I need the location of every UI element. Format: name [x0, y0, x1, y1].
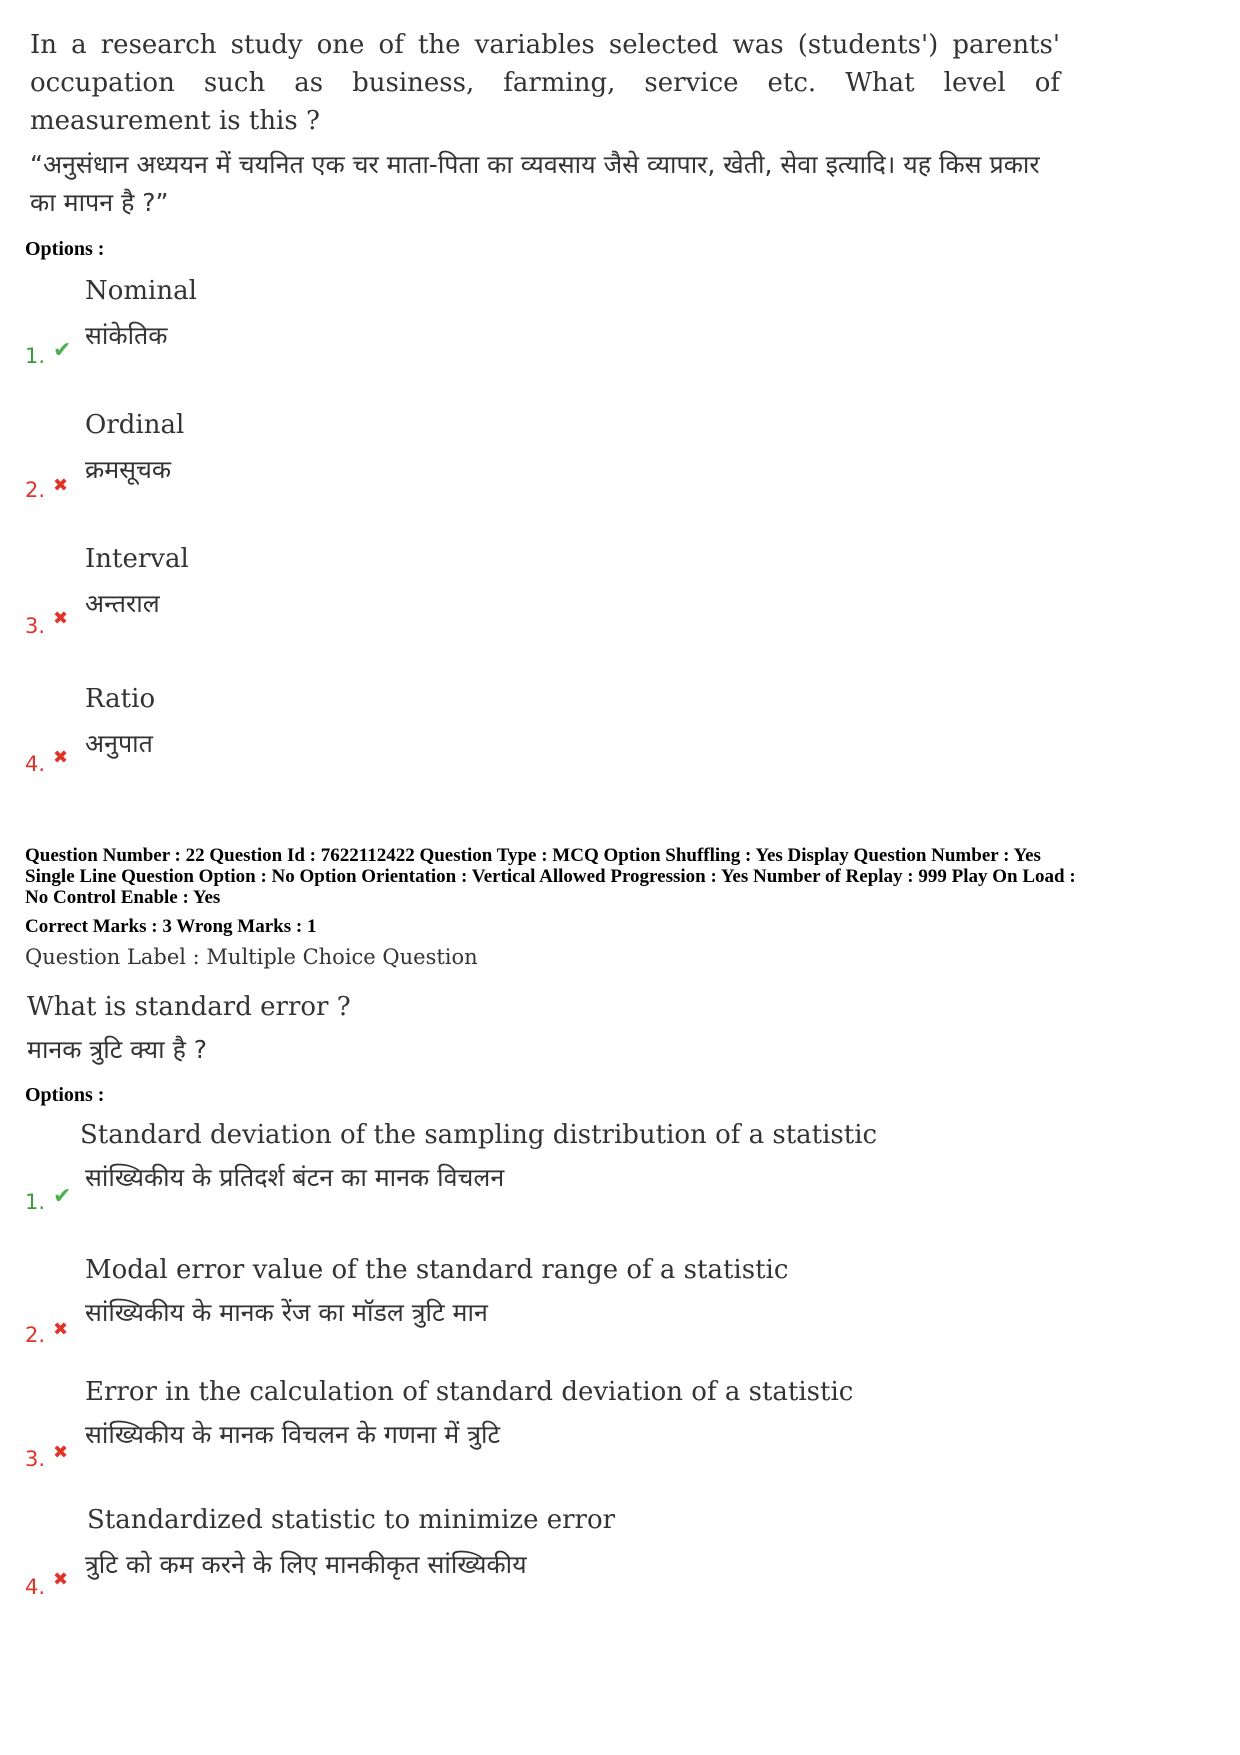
checkmark-icon: ✔	[53, 1184, 72, 1209]
option-text-english: Interval	[85, 544, 189, 574]
option-number: 1.	[25, 1190, 46, 1214]
option-text-hindi: सांख्यिकीय के मानक रेंज का मॉडल त्रुटि मान	[85, 1298, 488, 1327]
option-text-english: Ordinal	[85, 410, 185, 440]
options-label: Options :	[25, 238, 105, 260]
question-1-text-hindi: “अनुसंधान अध्ययन में चयनित एक चर माता-पिता का व्यवसाय जैसे व्यापार, खेती, सेवा इत्यादि। यह किस प्रकार का मापन है ?”	[30, 150, 1040, 217]
option-text-english: Standard deviation of the sampling distribution of a statistic	[80, 1120, 878, 1150]
cross-icon: ✖	[53, 1319, 69, 1340]
option-text-english: Error in the calculation of standard deviation of a statistic	[85, 1377, 854, 1407]
question-1-text-english: In a research study one of the variables selected was (students') parents' occupation such as business, farming, service etc. What level of measurement is this ?	[30, 30, 1060, 136]
cross-icon: ✖	[53, 608, 69, 629]
option-text-english: Modal error value of the standard range of a statistic	[85, 1255, 789, 1285]
question-2-label: Question Label : Multiple Choice Question	[25, 945, 478, 969]
option-text-english: Standardized statistic to minimize error	[87, 1505, 616, 1535]
option-text-hindi: अनुपात	[85, 729, 153, 758]
question-2-meta-line-3: No Control Enable : Yes	[25, 887, 221, 908]
question-2-text-hindi: मानक त्रुटि क्या है ?	[27, 1035, 208, 1064]
option-text-hindi: त्रुटि को कम करने के लिए मानकीकृत सांख्यिकीय	[85, 1550, 527, 1579]
option-text-hindi: अन्तराल	[85, 589, 160, 618]
option-number: 1.	[25, 344, 46, 368]
cross-icon: ✖	[53, 475, 69, 496]
question-2-meta-line-2: Single Line Question Option : No Option Orientation : Vertical Allowed Progression : Yes Number of Replay : 999 Play On Load :	[25, 866, 1076, 887]
option-text-hindi: सांकेतिक	[85, 321, 168, 350]
option-text-hindi: क्रमसूचक	[85, 455, 172, 484]
cross-icon: ✖	[53, 1569, 69, 1590]
option-number: 2.	[25, 1323, 46, 1347]
option-text-english: Nominal	[85, 276, 197, 306]
option-text-english: Ratio	[85, 684, 156, 714]
option-text-hindi: सांख्यिकीय के मानक विचलन के गणना में त्रुटि	[85, 1420, 501, 1449]
option-text-hindi: सांख्यिकीय के प्रतिदर्श बंटन का मानक विचलन	[85, 1163, 505, 1192]
option-number: 4.	[25, 1575, 46, 1599]
cross-icon: ✖	[53, 747, 69, 768]
option-number: 3.	[25, 1447, 46, 1471]
options-label: Options :	[25, 1084, 105, 1106]
cross-icon: ✖	[53, 1442, 69, 1463]
option-number: 4.	[25, 752, 46, 776]
question-2-meta-line-1: Question Number : 22 Question Id : 7622112422 Question Type : MCQ Option Shuffling : Yes Display Question Number : Yes	[25, 845, 1041, 866]
question-2-text-english: What is standard error ?	[27, 992, 351, 1022]
option-number: 2.	[25, 478, 46, 502]
option-number: 3.	[25, 614, 46, 638]
question-2-marks: Correct Marks : 3 Wrong Marks : 1	[25, 916, 317, 937]
checkmark-icon: ✔	[53, 338, 72, 363]
